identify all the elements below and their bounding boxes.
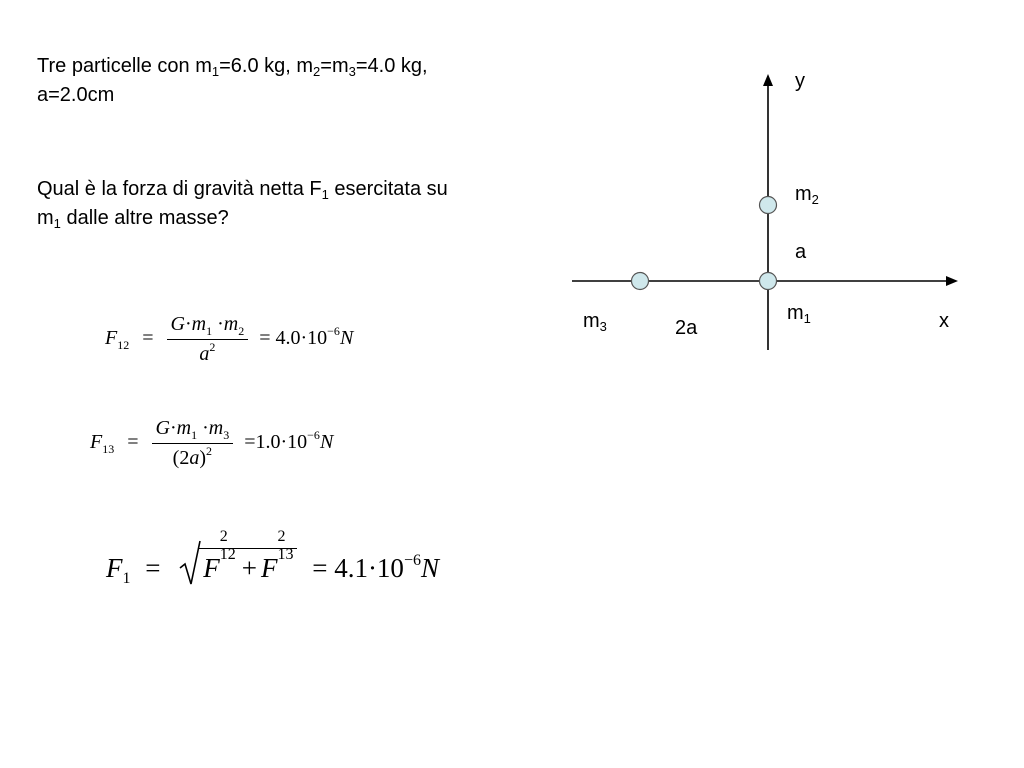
distance-a-label: a [795,241,807,263]
m1-label: $m_1$ [787,302,811,326]
intro-text: Tre particelle con $m_1=6.0$ kg, $m_2=m_3=4.0$ kg, [37,55,428,79]
distance-2a-label: 2a [675,317,698,339]
y-axis-arrowhead [763,74,773,86]
equation-f1: $F_1$ = F 2 12 + F 2 13 = $4.1\cdot 10^{-6}N$ [106,528,439,587]
particle-m1 [760,273,777,290]
x-axis-arrowhead [946,276,958,286]
particle-m3 [632,273,649,290]
given-distance: a=2.0cm [37,84,115,106]
x-axis-label: x [939,310,949,332]
question-text: Qual è la forza di gravità netta $F_1$ esercitata su $m_1$ dalle altre masse? [37,178,448,231]
f13-fraction: $\frac{G\cdot m_1 \cdot m_3}{(2a)^2}$ [152,417,234,470]
m2-label: $m_2$ [795,183,819,207]
m3-label: $m_3$ [583,310,607,334]
square-root: F 2 12 + F 2 13 [179,548,297,584]
f12-fraction: $\frac{G\cdot m_1 \cdot m_2}{a^2}$ [167,313,249,366]
particle-m2 [760,197,777,214]
equation-f13: $F_{13}$ = $\frac{G\cdot m_1 \cdot m_3}{(2a)^2}$ $=1.0\cdot 10^{-6}N$ [90,417,334,469]
y-axis-label: y [795,70,805,92]
equation-f12: $F_{12}$ = $\frac{G\cdot m_1 \cdot m_2}{a^2}$ = $4.0\cdot 10^{-6}N$ [105,313,354,365]
